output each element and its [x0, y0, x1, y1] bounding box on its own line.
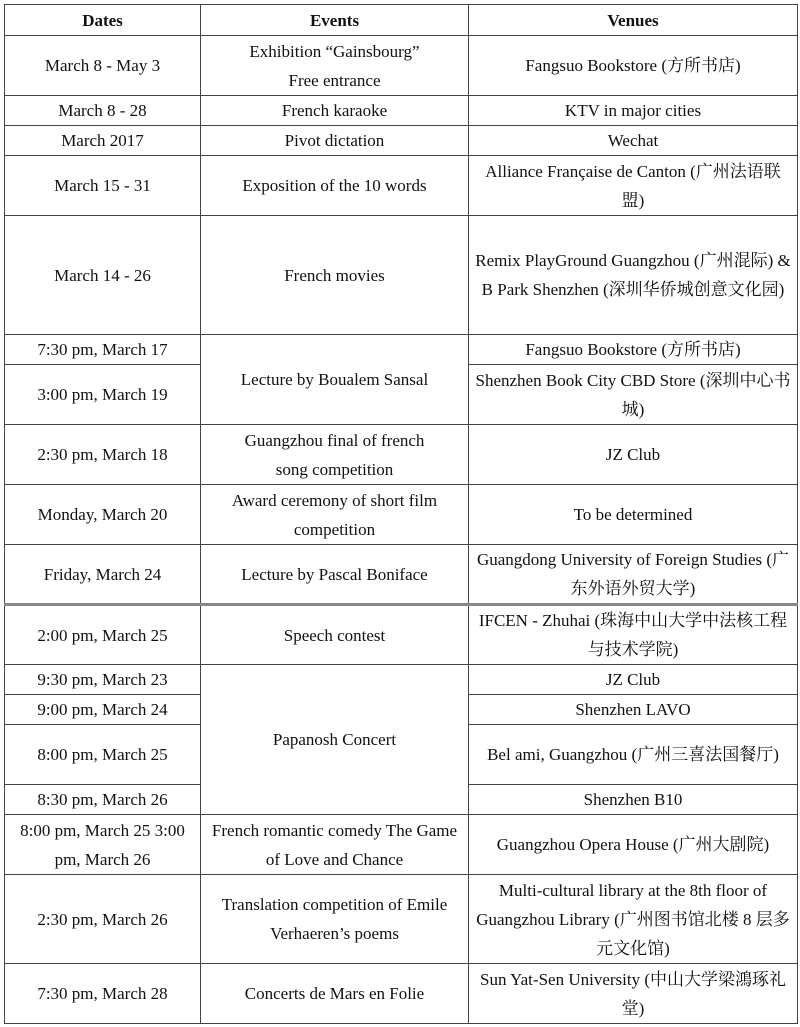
- venue-cell: Shenzhen Book City CBD Store (深圳中心书城): [469, 365, 798, 425]
- venue-cell: Bel ami, Guangzhou (广州三喜法国餐厅): [469, 725, 798, 785]
- venue-cell: To be determined: [469, 485, 798, 545]
- date-cell: Friday, March 24: [5, 545, 201, 605]
- event-cell: Papanosh Concert: [201, 665, 469, 815]
- event-cell: French karaoke: [201, 96, 469, 126]
- table-row: [5, 96, 798, 126]
- event-cell: Concerts de Mars en Folie: [201, 964, 469, 1024]
- date-cell: 9:00 pm, March 24: [5, 695, 201, 725]
- table-row: [5, 875, 798, 964]
- date-cell: March 14 - 26: [5, 216, 201, 335]
- date-cell: 9:30 pm, March 23: [5, 665, 201, 695]
- date-cell: 2:30 pm, March 26: [5, 875, 201, 964]
- date-cell: 3:00 pm, March 19: [5, 365, 201, 425]
- event-cell: Exposition of the 10 words: [201, 156, 469, 216]
- header-events: Events: [201, 5, 469, 36]
- event-cell: Exhibition “Gainsbourg” Free entrance: [201, 36, 469, 96]
- table-row: [5, 335, 798, 365]
- venue-cell: IFCEN - Zhuhai (珠海中山大学中法核工程与技术学院): [469, 605, 798, 665]
- date-cell: March 8 - 28: [5, 96, 201, 126]
- date-cell: Monday, March 20: [5, 485, 201, 545]
- venue-cell: Sun Yat-Sen University (中山大学梁鴻琢礼堂): [469, 964, 798, 1024]
- date-cell: 8:00 pm, March 25: [5, 725, 201, 785]
- venue-cell: Guangdong University of Foreign Studies (广东外语外贸大学): [469, 545, 798, 605]
- table-row: [5, 665, 798, 695]
- date-cell: 8:30 pm, March 26: [5, 785, 201, 815]
- date-cell: March 8 - May 3: [5, 36, 201, 96]
- venue-cell: Multi-cultural library at the 8th floor of Guangzhou Library (广州图书馆北楼 8 层多元文化馆): [469, 875, 798, 964]
- date-cell: March 2017: [5, 126, 201, 156]
- table-row: [5, 605, 798, 665]
- venue-cell: Guangzhou Opera House (广州大剧院): [469, 815, 798, 875]
- venue-cell: JZ Club: [469, 665, 798, 695]
- table-row: [5, 216, 798, 335]
- event-cell: Pivot dictation: [201, 126, 469, 156]
- table-row: [5, 545, 798, 605]
- date-cell: March 15 - 31: [5, 156, 201, 216]
- event-cell: Lecture by Boualem Sansal: [201, 335, 469, 425]
- events-table: [4, 4, 798, 1024]
- event-cell: Award ceremony of short film competition: [201, 485, 469, 545]
- event-cell: French romantic comedy The Game of Love and Chance: [201, 815, 469, 875]
- date-cell: 8:00 pm, March 25 3:00 pm, March 26: [5, 815, 201, 875]
- table-row: [5, 815, 798, 875]
- venue-cell: KTV in major cities: [469, 96, 798, 126]
- event-cell: French movies: [201, 216, 469, 335]
- event-cell: Speech contest: [201, 605, 469, 665]
- header-row: [5, 5, 798, 36]
- event-cell: Guangzhou final of french song competition: [201, 425, 469, 485]
- venue-cell: Shenzhen B10: [469, 785, 798, 815]
- venue-cell: Remix PlayGround Guangzhou (广州混际) & B Park Shenzhen (深圳华侨城创意文化园): [469, 216, 798, 335]
- table-row: [5, 485, 798, 545]
- date-cell: 2:00 pm, March 25: [5, 605, 201, 665]
- date-cell: 7:30 pm, March 28: [5, 964, 201, 1024]
- header-venues: Venues: [469, 5, 798, 36]
- table-row: [5, 964, 798, 1024]
- table-row: [5, 36, 798, 96]
- table-row: [5, 126, 798, 156]
- table-row: [5, 156, 798, 216]
- date-cell: 2:30 pm, March 18: [5, 425, 201, 485]
- event-cell: Lecture by Pascal Boniface: [201, 545, 469, 605]
- venue-cell: JZ Club: [469, 425, 798, 485]
- table-row: [5, 425, 798, 485]
- event-cell: Translation competition of Emile Verhaeren’s poems: [201, 875, 469, 964]
- venue-cell: Fangsuo Bookstore (方所书店): [469, 335, 798, 365]
- venue-cell: Alliance Française de Canton (广州法语联盟): [469, 156, 798, 216]
- header-dates: Dates: [5, 5, 201, 36]
- venue-cell: Shenzhen LAVO: [469, 695, 798, 725]
- venue-cell: Fangsuo Bookstore (方所书店): [469, 36, 798, 96]
- venue-cell: Wechat: [469, 126, 798, 156]
- date-cell: 7:30 pm, March 17: [5, 335, 201, 365]
